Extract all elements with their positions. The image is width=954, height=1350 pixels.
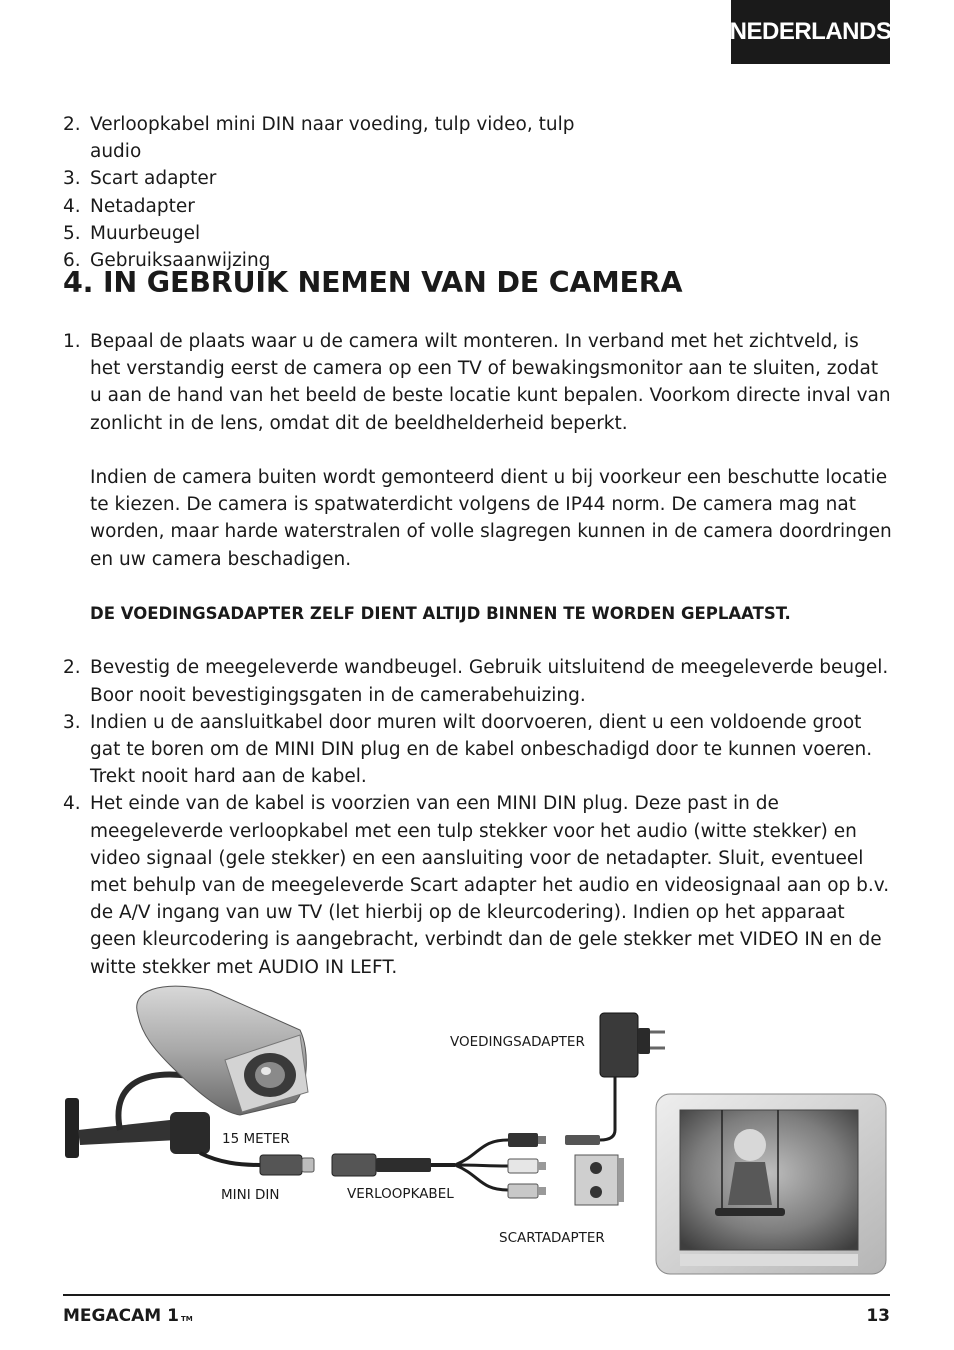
list-text: Scart adapter [90,168,217,190]
label-adapter-cable: VERLOOPKABEL [347,1186,454,1202]
step-number: 1. [63,331,81,352]
list-number: 6. [63,250,81,272]
list-item [63,165,623,192]
step-text: Indien u de aansluitkabel door muren wilt doorvoeren, dient u een voldoende groot gat te boren om de MINI DIN plug en de kabel onbeschadigd door te kunnen voeren. Trekt nooit hard aan de kabel. [90,711,873,788]
power-adapter-icon [565,1013,665,1145]
list-number: 2. [63,114,81,135]
scart-adapter-icon [575,1155,624,1205]
contents-list [63,111,623,274]
mini-din-plug [260,1155,314,1175]
connection-diagram [60,980,900,1280]
list-item [63,220,623,247]
step-text-continued: Indien de camera buiten wordt gemonteerd dient u bij voorkeur een beschutte locatie te kiezen. De camera is spatwaterdicht volgens de IP44 norm. De camera mag nat worden, maar harde waterstralen of volle slagregen kunnen in de camera doordringen en uw camera beschadigen. [90,467,892,570]
step-text: Het einde van de kabel is voorzien van een MINI DIN plug. Deze past in de meegeleverde verloopkabel met een tulp stekker voor het audio (witte stekker) en video signaal (gele stekker) en een aansluiting voor de netadapter. Sluit, eventueel met behulp van de meegeleverde Scart adapter het audio en videosignaal aan op b.v. de A/V ingang van uw TV (let hierbij op de kleurcodering). Indien op het apparaat geen kleurcodering is aangebracht, verbindt dan de gele stekker met VIDEO IN en de witte stekker met AUDIO IN LEFT. [90,793,890,978]
setup-steps [63,328,893,981]
television-icon [656,1094,886,1274]
list-number: 4. [63,195,81,217]
product-name: MEGACAM 1 TM [63,1306,193,1326]
list-text: Muurbeugel [90,222,201,244]
trademark: TM [180,1315,193,1323]
step-number: 4. [63,793,81,815]
list-number: 5. [63,222,81,244]
label-power-adapter: VOEDINGSADAPTER [450,1034,585,1050]
list-item [63,193,623,220]
label-scart-adapter: SCARTADAPTER [499,1230,605,1246]
list-number: 3. [63,168,81,190]
step-item [63,790,893,980]
list-text: Gebruiksaanwijzing [90,250,271,272]
warning-notice: DE VOEDINGSADAPTER ZELF DIENT ALTIJD BINNEN TE WORDEN GEPLAATST. [90,604,791,623]
list-text: Verloopkabel mini DIN naar voeding, tulp video, tulp audio [90,114,575,163]
step-item [63,709,893,791]
list-item [63,111,623,165]
step-text: Bevestig de meegeleverde wandbeugel. Gebruik uitsluitend de meegeleverde beugel. Boor nooit bevestigingsgaten in de camerabehuizing. [90,657,889,706]
page-number: 13 [866,1306,890,1326]
list-text: Netadapter [90,195,195,217]
label-mini-din: MINI DIN [221,1187,280,1203]
step-item [63,654,893,708]
step-item [63,328,893,654]
footer-divider [63,1294,890,1296]
section-title: 4. IN GEBRUIK NEMEN VAN DE CAMERA [63,266,683,299]
language-tab: NEDERLANDS [731,0,890,64]
step-number: 2. [63,657,81,679]
step-text: Bepaal de plaats waar u de camera wilt monteren. In verband met het zichtveld, is het verstandig eerst de camera op een TV of bewakingsmonitor aan te sluiten, zodat u aan de hand van het beeld de beste locatie kunt bepalen. Voorkom directe inval van zonlicht in de lens, omdat dit de beeldhelderheid beperkt. [90,331,891,434]
label-cable-length: 15 METER [222,1131,290,1147]
step-number: 3. [63,711,81,733]
